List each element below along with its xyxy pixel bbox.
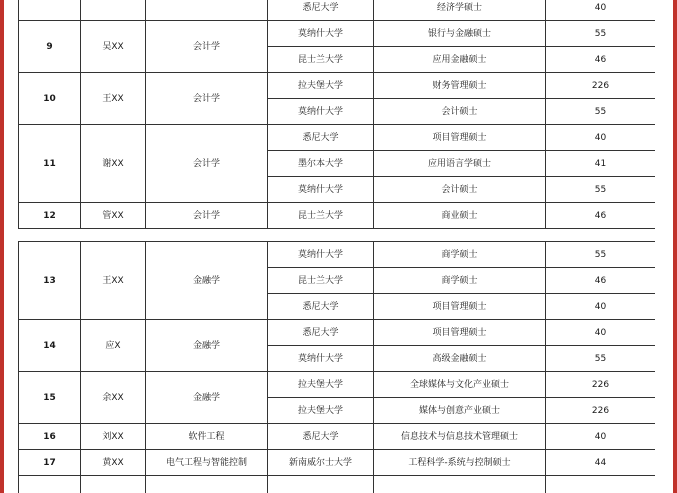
student-name-cell: 刘XX: [81, 424, 146, 450]
table-row: [19, 476, 656, 493]
university-cell: 昆士兰大学: [268, 268, 374, 294]
university-cell: 悉尼大学: [268, 0, 374, 21]
university-cell: 拉夫堡大学: [268, 372, 374, 398]
degree-program-cell: 项目管理硕士: [374, 294, 546, 320]
table-row: [19, 320, 656, 346]
university-cell: 昆士兰大学: [268, 203, 374, 229]
page-border-right: [673, 0, 677, 493]
ranking-cell: 55: [546, 242, 656, 268]
university-cell: 拉夫堡大学: [268, 398, 374, 424]
undergrad-major-cell: 会计学: [146, 73, 268, 125]
degree-program-cell: 信息技术与信息技术管理硕士: [374, 424, 546, 450]
ranking-cell: 55: [546, 99, 656, 125]
ranking-cell: 41: [546, 151, 656, 177]
ranking-cell: 40: [546, 0, 656, 21]
degree-program-cell: 会计硕士: [374, 177, 546, 203]
table-row: [19, 21, 656, 47]
student-name-cell: 余XX: [81, 372, 146, 424]
degree-program-cell: 商业硕士: [374, 203, 546, 229]
table-row: [19, 372, 656, 398]
degree-program-cell: 工程科学-系统与控制硕士: [374, 450, 546, 476]
student-name-cell: [81, 0, 146, 21]
degree-program-cell: 银行与金融硕士: [374, 21, 546, 47]
admissions-table-sheet: [18, 0, 655, 493]
student-name-cell: 吴XX: [81, 21, 146, 73]
degree-program-cell: 应用金融硕士: [374, 47, 546, 73]
university-cell: 莫纳什大学: [268, 346, 374, 372]
student-number-cell: 17: [19, 450, 81, 476]
ranking-cell: 46: [546, 268, 656, 294]
university-cell: 拉夫堡大学: [268, 73, 374, 99]
degree-program-cell: 项目管理硕士: [374, 125, 546, 151]
ranking-cell: 55: [546, 177, 656, 203]
undergrad-major-cell: 电气工程与智能控制: [146, 450, 268, 476]
degree-program-cell: 商学硕士: [374, 268, 546, 294]
student-number-cell: [19, 0, 81, 21]
university-cell: 莫纳什大学: [268, 177, 374, 203]
degree-program-cell: 会计硕士: [374, 99, 546, 125]
table-row: [19, 125, 656, 151]
table-row: [19, 203, 656, 229]
student-number-cell: 9: [19, 21, 81, 73]
student-name-cell: 应X: [81, 320, 146, 372]
student-name-cell: [81, 476, 146, 493]
admissions-table-top: [18, 0, 655, 229]
undergrad-major-cell: 会计学: [146, 203, 268, 229]
undergrad-major-cell: 金融学: [146, 320, 268, 372]
undergrad-major-cell: [146, 0, 268, 21]
university-cell: 昆士兰大学: [268, 47, 374, 73]
student-number-cell: 11: [19, 125, 81, 203]
university-cell: 悉尼大学: [268, 294, 374, 320]
university-cell: [268, 476, 374, 493]
ranking-cell: 226: [546, 73, 656, 99]
university-cell: 莫纳什大学: [268, 99, 374, 125]
ranking-cell: 226: [546, 372, 656, 398]
ranking-cell: 44: [546, 450, 656, 476]
ranking-cell: 226: [546, 398, 656, 424]
university-cell: 悉尼大学: [268, 125, 374, 151]
student-name-cell: 管XX: [81, 203, 146, 229]
degree-program-cell: 媒体与创意产业硕士: [374, 398, 546, 424]
ranking-cell: 55: [546, 21, 656, 47]
ranking-cell: 40: [546, 125, 656, 151]
university-cell: 新南威尔士大学: [268, 450, 374, 476]
student-name-cell: 黄XX: [81, 450, 146, 476]
undergrad-major-cell: 会计学: [146, 125, 268, 203]
student-number-cell: 16: [19, 424, 81, 450]
university-cell: 悉尼大学: [268, 424, 374, 450]
university-cell: 墨尔本大学: [268, 151, 374, 177]
university-cell: 莫纳什大学: [268, 242, 374, 268]
ranking-cell: [546, 476, 656, 493]
table-row: [19, 242, 656, 268]
ranking-cell: 55: [546, 346, 656, 372]
undergrad-major-cell: 金融学: [146, 242, 268, 320]
table-row: [19, 424, 656, 450]
ranking-cell: 46: [546, 203, 656, 229]
admissions-table-bottom: [18, 241, 655, 493]
student-number-cell: 13: [19, 242, 81, 320]
table-row: [19, 450, 656, 476]
undergrad-major-cell: 软件工程: [146, 424, 268, 450]
degree-program-cell: 高级金融硕士: [374, 346, 546, 372]
undergrad-major-cell: 金融学: [146, 372, 268, 424]
degree-program-cell: [374, 476, 546, 493]
degree-program-cell: 项目管理硕士: [374, 320, 546, 346]
degree-program-cell: 经济学硕士: [374, 0, 546, 21]
student-number-cell: 10: [19, 73, 81, 125]
ranking-cell: 46: [546, 47, 656, 73]
student-number-cell: 12: [19, 203, 81, 229]
degree-program-cell: 应用语言学硕士: [374, 151, 546, 177]
ranking-cell: 40: [546, 320, 656, 346]
student-number-cell: [19, 476, 81, 493]
table-row: [19, 73, 656, 99]
student-number-cell: 15: [19, 372, 81, 424]
undergrad-major-cell: [146, 476, 268, 493]
page-border-left: [0, 0, 4, 493]
ranking-cell: 40: [546, 294, 656, 320]
undergrad-major-cell: 会计学: [146, 21, 268, 73]
student-name-cell: 谢XX: [81, 125, 146, 203]
degree-program-cell: 全球媒体与文化产业硕士: [374, 372, 546, 398]
student-name-cell: 王XX: [81, 242, 146, 320]
university-cell: 悉尼大学: [268, 320, 374, 346]
ranking-cell: 40: [546, 424, 656, 450]
student-name-cell: 王XX: [81, 73, 146, 125]
university-cell: 莫纳什大学: [268, 21, 374, 47]
degree-program-cell: 商学硕士: [374, 242, 546, 268]
table-row: [19, 0, 656, 21]
degree-program-cell: 财务管理硕士: [374, 73, 546, 99]
student-number-cell: 14: [19, 320, 81, 372]
